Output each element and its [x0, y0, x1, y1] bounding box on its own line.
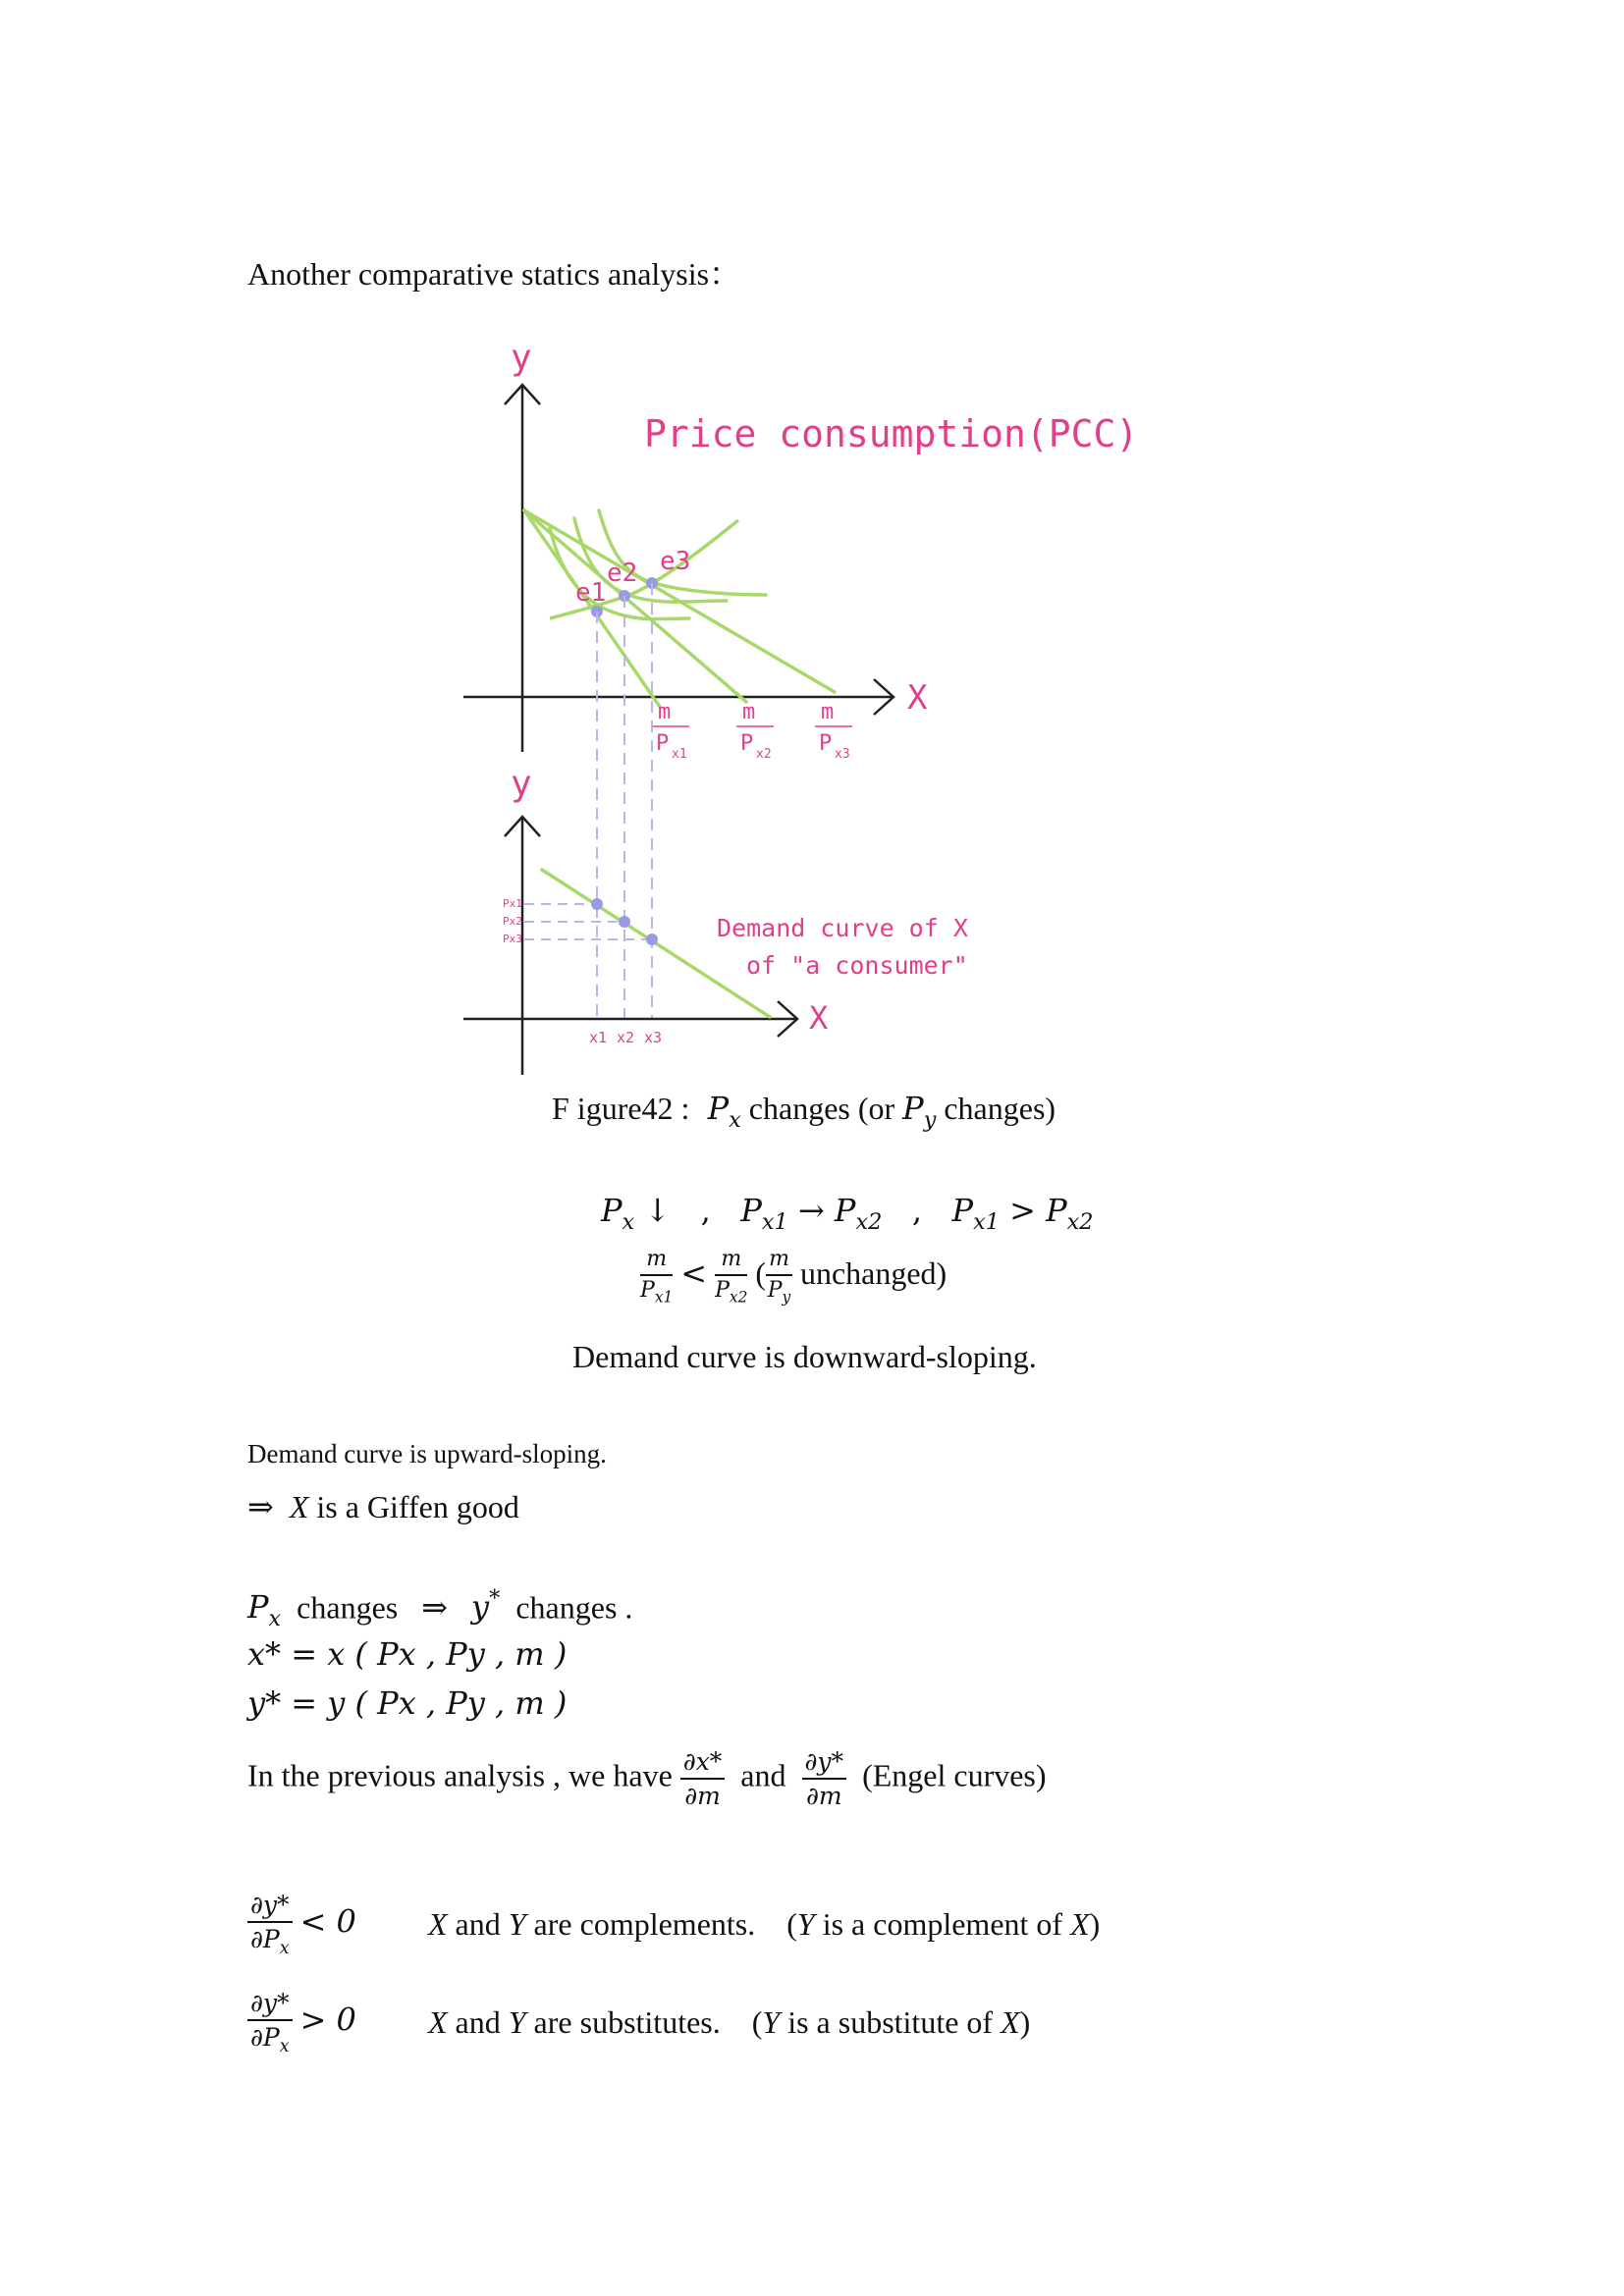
demand-point-2: [619, 916, 630, 928]
intercept-2-den: P: [740, 731, 754, 756]
bottom-x-axis-label: X: [809, 999, 829, 1037]
label-e2: e2: [607, 559, 638, 588]
intercept-3-num: m: [821, 700, 835, 724]
substitutes-text: X and Y are substitutes. (Y is a substitute of X): [428, 2004, 1031, 2040]
demand-label-line2: of "a consumer": [746, 951, 968, 980]
quantity-label-3: x3: [644, 1029, 663, 1046]
intercept-2-num: m: [742, 700, 756, 724]
x-star-function: x* = x ( Px , Py , m ): [247, 1635, 568, 1673]
y-star-function: y* = y ( Px , Py , m ): [247, 1684, 568, 1722]
intercept-2-sub: x2: [756, 747, 772, 762]
pcc-figure: [432, 324, 1218, 1090]
previous-analysis-line: In the previous analysis , we have $\frac{\partial x*}{\partial m}$ and $\frac{\partial y*}{\partial m}$ (Engel curves): [247, 1747, 1047, 1810]
quantity-label-2: x2: [617, 1029, 635, 1046]
intro-text: Another comparative statics analysis：: [247, 256, 741, 292]
complements-text: X and Y are complements. (Y is a complement of X): [428, 1906, 1101, 1942]
demand-label-line1: Demand curve of X: [717, 914, 968, 942]
pcc-title: Price consumption(PCC): [644, 412, 1139, 455]
bottom-y-axis-label: y: [511, 764, 532, 804]
giffen-good-text: ⇒ X is a Giffen good: [247, 1489, 519, 1524]
quantity-label-1: x1: [589, 1029, 608, 1046]
downward-sloping-text: Demand curve is downward-sloping.: [572, 1339, 1037, 1374]
intercept-1-num: m: [658, 700, 672, 724]
price-label-3: Px3: [503, 933, 522, 945]
demand-point-3: [646, 934, 658, 945]
demand-point-1: [591, 898, 603, 910]
label-e1: e1: [575, 578, 607, 608]
intercept-3-sub: x3: [835, 747, 850, 762]
top-y-axis-label: y: [511, 338, 532, 378]
label-e3: e3: [660, 547, 691, 576]
intercept-3-den: P: [819, 731, 833, 756]
price-changes-line: $P_x$ changes ⇒ y* changes .: [247, 1586, 633, 1632]
intercept-1-den: P: [656, 731, 670, 756]
intercept-1-sub: x1: [672, 747, 687, 762]
upward-sloping-text: Demand curve is upward-sloping.: [247, 1439, 607, 1468]
substitutes-row: $\frac{\partial y*}{\partial P_x}$ > 0: [247, 1991, 356, 2056]
figure-caption: F igure42 : $P_x$ changes (or $P_y$ changes): [552, 1090, 1056, 1133]
price-label-2: Px2: [503, 915, 522, 928]
complements-row: $\frac{\partial y*}{\partial P_x}$ < 0: [247, 1893, 356, 1958]
intercept-inequality: $\frac{m}{P_{x1}}$ < $\frac{m}{P_{x2}}$ ( $\frac{m}{P_y}$ unchanged): [640, 1247, 947, 1307]
price-label-1: Px1: [503, 897, 522, 910]
price-change-equation: $P_x$ ↓ , $P_{x1} \to P_{x2}$ , $P_{x1} > P_{x2}$: [601, 1192, 1094, 1235]
top-x-axis-label: X: [907, 678, 928, 718]
